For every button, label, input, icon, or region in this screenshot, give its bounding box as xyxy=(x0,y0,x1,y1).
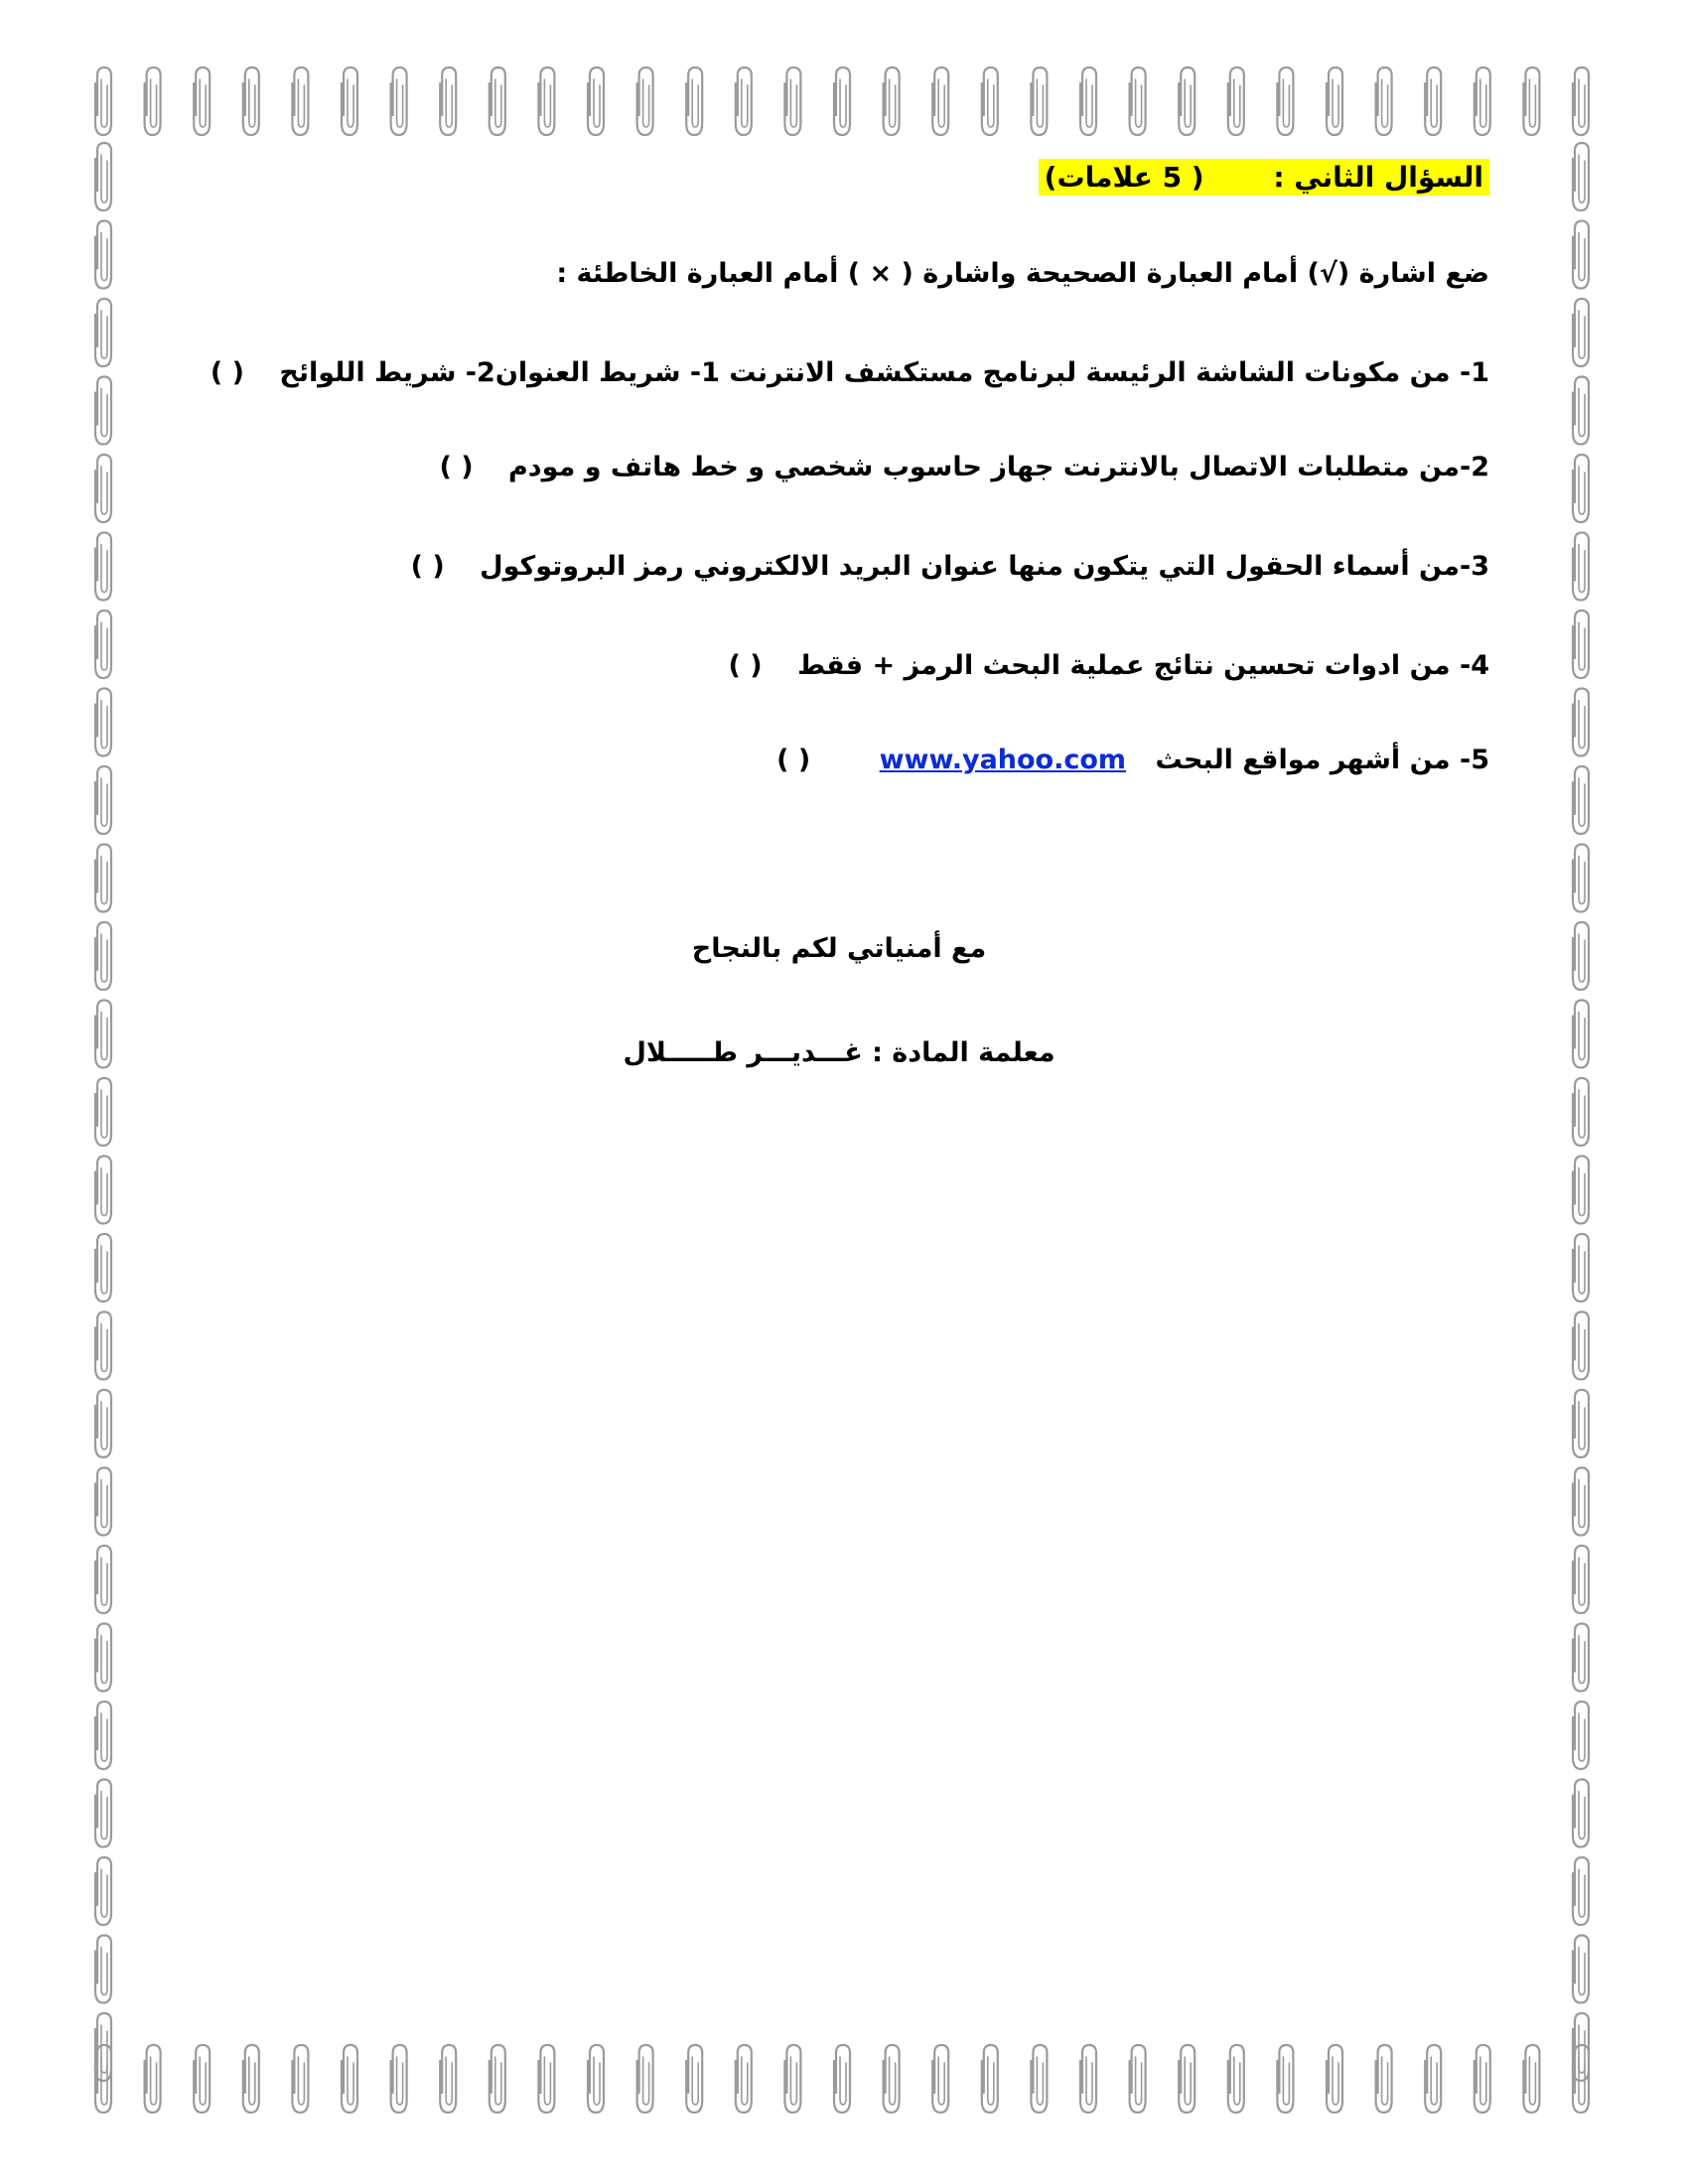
paperclip-icon xyxy=(1573,922,1589,990)
paperclip-icon xyxy=(490,2045,505,2113)
paperclip-icon xyxy=(95,1624,111,1692)
paperclip-icon xyxy=(1179,68,1195,135)
paperclip-icon xyxy=(1573,1702,1589,1769)
paperclip-icon xyxy=(982,2045,998,2113)
paperclip-icon xyxy=(1573,1780,1589,1847)
paperclip-icon xyxy=(588,2045,604,2113)
paperclip-icon xyxy=(1523,68,1539,135)
answer-box: ( ) xyxy=(776,745,811,775)
paperclip-icon xyxy=(1573,1624,1589,1692)
paperclip-icon xyxy=(1130,68,1146,135)
paperclip-icon xyxy=(95,299,111,366)
paperclip-icon xyxy=(194,68,210,135)
item-text: 5- من أشهر مواقع البحث xyxy=(1155,745,1489,775)
paperclip-icon xyxy=(1376,2045,1392,2113)
answer-box: ( ) xyxy=(410,551,445,582)
question-title: السؤال الثاني : xyxy=(1273,161,1483,194)
yahoo-link[interactable]: www.yahoo.com xyxy=(879,745,1127,775)
paperclip-icon xyxy=(1573,1936,1589,2003)
paperclip-icon xyxy=(784,68,800,135)
paperclip-icon xyxy=(1573,1546,1589,1613)
paperclip-icon xyxy=(1573,1312,1589,1380)
item-text: 4- من ادوات تحسين نتائج عملية البحث الرمز + فقط xyxy=(797,650,1489,681)
paperclip-icon xyxy=(932,2045,948,2113)
paperclip-border-left xyxy=(85,64,125,2116)
paperclip-icon xyxy=(538,2045,554,2113)
paperclip-icon xyxy=(95,2013,111,2081)
paperclip-icon xyxy=(1080,68,1096,135)
paperclip-icon xyxy=(1573,1857,1589,1925)
paperclip-icon xyxy=(982,68,998,135)
paperclip-icon xyxy=(145,2045,161,2113)
paperclip-icon xyxy=(1573,766,1589,834)
paperclip-icon xyxy=(95,922,111,990)
list-item xyxy=(729,650,1489,681)
paperclip-icon xyxy=(538,68,554,135)
paperclip-icon xyxy=(440,68,456,135)
paperclip-icon xyxy=(1327,2045,1342,2113)
paperclip-icon xyxy=(95,1936,111,2003)
paperclip-icon xyxy=(1277,2045,1293,2113)
paperclip-icon xyxy=(95,689,111,756)
paperclip-icon xyxy=(1573,845,1589,912)
paperclip-icon xyxy=(1523,2045,1539,2113)
paperclip-icon xyxy=(1573,143,1589,210)
paperclip-icon xyxy=(243,2045,259,2113)
paperclip-icon xyxy=(736,68,752,135)
paperclip-icon xyxy=(342,68,357,135)
closing-wishes: مع أمنياتي لكم بالنجاح xyxy=(691,933,987,964)
paperclip-icon xyxy=(1228,68,1244,135)
question-marks: ( 5 علامات) xyxy=(1044,161,1204,194)
paperclip-icon xyxy=(1031,2045,1047,2113)
paperclip-icon xyxy=(1475,2045,1490,2113)
paperclip-icon xyxy=(686,68,702,135)
paperclip-icon xyxy=(1179,2045,1195,2113)
paperclip-icon xyxy=(637,68,653,135)
paperclip-icon xyxy=(1031,68,1047,135)
paperclip-icon xyxy=(95,1857,111,1925)
paperclip-icon xyxy=(1425,2045,1441,2113)
item-text: 3-من أسماء الحقول التي يتكون منها عنوان البريد الالكتروني رمز البروتوكول xyxy=(480,551,1489,582)
list-item xyxy=(776,745,1489,775)
paperclip-icon xyxy=(490,68,505,135)
paperclip-icon xyxy=(95,533,111,601)
paperclip-icon xyxy=(194,2045,210,2113)
paperclip-icon xyxy=(1573,455,1589,522)
answer-box: ( ) xyxy=(210,357,244,388)
paperclip-border-top xyxy=(0,64,1688,139)
paperclip-icon xyxy=(95,1312,111,1380)
paperclip-icon xyxy=(342,2045,357,2113)
paperclip-border-right xyxy=(1563,64,1603,2116)
paperclip-icon xyxy=(834,68,850,135)
paperclip-icon xyxy=(95,455,111,522)
paperclip-icon xyxy=(440,2045,456,2113)
paperclip-icon xyxy=(95,1234,111,1301)
paperclip-icon xyxy=(95,611,111,678)
paperclip-icon xyxy=(1573,1234,1589,1301)
list-item xyxy=(440,452,1489,482)
paperclip-icon xyxy=(95,1546,111,1613)
paperclip-icon xyxy=(1475,68,1490,135)
paperclip-icon xyxy=(884,2045,900,2113)
paperclip-icon xyxy=(1573,2013,1589,2081)
instruction-text: ضع اشارة (√) أمام العبارة الصحيحة واشارة ( × ) أمام العبارة الخاطئة : xyxy=(556,258,1489,289)
paperclip-icon xyxy=(932,68,948,135)
list-item xyxy=(211,357,1489,388)
paperclip-icon xyxy=(292,68,308,135)
paperclip-icon xyxy=(588,68,604,135)
paperclip-icon xyxy=(95,1078,111,1146)
paperclip-icon xyxy=(95,143,111,210)
paperclip-icon xyxy=(95,221,111,289)
paperclip-icon xyxy=(1573,1078,1589,1146)
paperclip-icon xyxy=(95,1390,111,1457)
paperclip-icon xyxy=(1573,689,1589,756)
paperclip-icon xyxy=(637,2045,653,2113)
paperclip-icon xyxy=(1573,1157,1589,1224)
paperclip-icon xyxy=(145,68,161,135)
paperclip-icon xyxy=(391,68,407,135)
item-text: 1- من مكونات الشاشة الرئيسة لبرنامج مستكشف الانترنت 1- شريط العنوان2- شريط اللوائح xyxy=(279,357,1489,388)
item-text: 2-من متطلبات الاتصال بالانترنت جهاز حاسوب شخصي و خط هاتف و مودم xyxy=(508,452,1489,482)
paperclip-icon xyxy=(1376,68,1392,135)
paperclip-icon xyxy=(243,68,259,135)
paperclip-icon xyxy=(95,766,111,834)
paperclip-icon xyxy=(95,1157,111,1224)
paperclip-icon xyxy=(1228,2045,1244,2113)
paperclip-icon xyxy=(1327,68,1342,135)
paperclip-icon xyxy=(884,68,900,135)
paperclip-icon xyxy=(95,1001,111,1068)
paperclip-icon xyxy=(1130,2045,1146,2113)
paperclip-icon xyxy=(95,845,111,912)
paperclip-icon xyxy=(95,377,111,445)
answer-box: ( ) xyxy=(439,452,474,482)
paperclip-icon xyxy=(1080,2045,1096,2113)
answer-box: ( ) xyxy=(728,650,763,681)
paperclip-icon xyxy=(1573,533,1589,601)
paperclip-icon xyxy=(1573,299,1589,366)
paperclip-icon xyxy=(1277,68,1293,135)
paperclip-icon xyxy=(1573,377,1589,445)
paperclip-icon xyxy=(1573,221,1589,289)
paperclip-icon xyxy=(95,1468,111,1536)
paperclip-icon xyxy=(292,2045,308,2113)
paperclip-icon xyxy=(736,2045,752,2113)
paperclip-icon xyxy=(1573,1468,1589,1536)
paperclip-icon xyxy=(95,1702,111,1769)
paperclip-icon xyxy=(95,1780,111,1847)
paperclip-icon xyxy=(686,2045,702,2113)
paperclip-icon xyxy=(834,2045,850,2113)
paperclip-icon xyxy=(391,2045,407,2113)
paperclip-border-bottom xyxy=(0,2041,1688,2116)
teacher-signature: معلمة المادة : غـــديـــر طـــــلال xyxy=(623,1037,1055,1068)
list-item xyxy=(411,551,1489,582)
paperclip-icon xyxy=(784,2045,800,2113)
question-header xyxy=(1039,159,1489,196)
paperclip-icon xyxy=(1573,611,1589,678)
paperclip-icon xyxy=(1573,1001,1589,1068)
paperclip-icon xyxy=(1425,68,1441,135)
paperclip-icon xyxy=(1573,1390,1589,1457)
